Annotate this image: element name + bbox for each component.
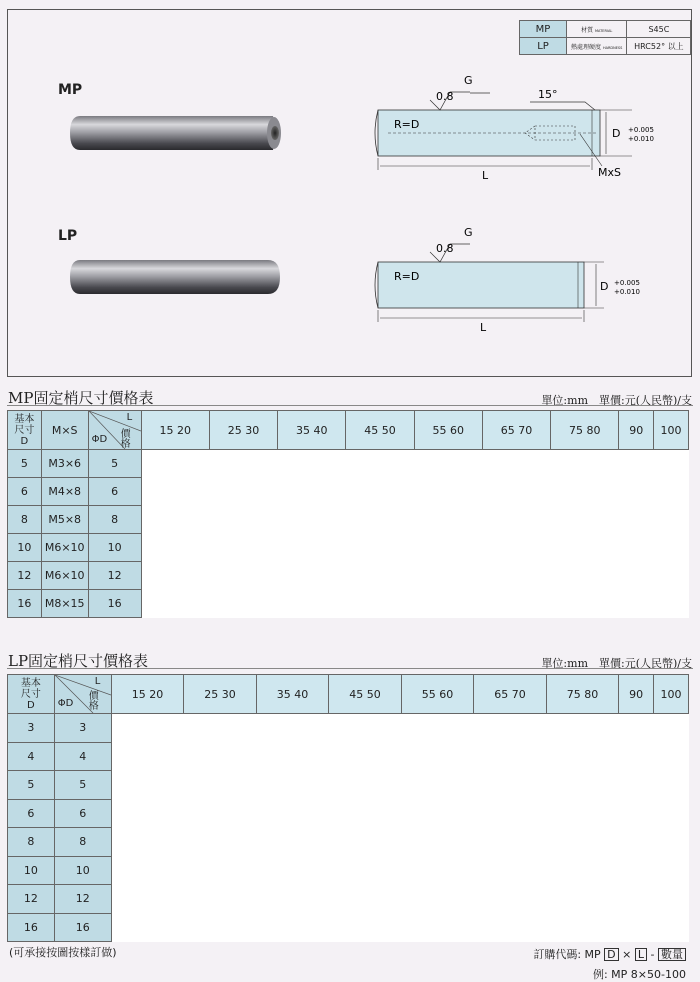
lp-pin-image — [68, 256, 290, 298]
phid-cell: 12 — [88, 562, 141, 590]
base-d-cell: 6 — [8, 478, 42, 506]
base-d-cell: 12 — [8, 562, 42, 590]
base-d-cell: 10 — [8, 856, 55, 885]
price-header-char: 價 — [120, 429, 131, 440]
lp-price-table — [7, 674, 689, 942]
price-header-label — [121, 430, 131, 450]
hardness-label-cn: 熱處理硬度 — [571, 43, 602, 51]
base-size-header-line: 尺寸 — [20, 688, 41, 700]
table-row — [8, 714, 689, 743]
lp-technical-drawing — [370, 222, 670, 337]
length-col-header: 90 — [619, 675, 654, 714]
length-col-header: 75 80 — [551, 411, 619, 450]
lp-radius-label: R=D — [394, 270, 420, 283]
order-example: 例: MP 8×50-100 — [592, 968, 686, 981]
material-label-en: MATERIAL — [595, 28, 613, 33]
mp-l-label: L — [482, 169, 489, 182]
base-d-cell: 16 — [8, 590, 42, 618]
ms-header: M×S — [41, 411, 88, 450]
hardness-label — [567, 38, 627, 55]
divider — [7, 668, 693, 669]
ms-cell: M6×10 — [41, 562, 88, 590]
base-size-header-line: 基本 — [20, 677, 41, 689]
base-size-header — [8, 411, 42, 450]
mp-table-title: MP固定梢尺寸價格表 — [8, 389, 154, 407]
ms-cell: M5×8 — [41, 506, 88, 534]
base-d-cell: 5 — [8, 771, 55, 800]
length-col-header: 55 60 — [401, 675, 474, 714]
base-size-header-line: D — [27, 699, 35, 711]
lp-roughness-label: 0.8 — [436, 242, 454, 255]
material-label-cn: 材質 — [581, 26, 594, 34]
ms-cell: M8×15 — [41, 590, 88, 618]
table-header-row — [8, 411, 689, 450]
diag-header-cell — [55, 675, 111, 713]
material-value: S45C — [627, 21, 691, 38]
mp-d-label: D — [612, 127, 621, 140]
mp-price-table — [7, 410, 689, 618]
ms-cell: M6×10 — [41, 534, 88, 562]
material-code: LP — [520, 38, 567, 55]
table-row — [8, 450, 689, 478]
phid-cell: 8 — [54, 828, 111, 857]
phid-cell: 16 — [54, 913, 111, 942]
material-label — [567, 21, 627, 38]
base-size-header-line: 基本 — [14, 413, 35, 425]
price-header-label — [89, 692, 99, 712]
phid-cell: 10 — [88, 534, 141, 562]
mp-roughness-label: 0.8 — [436, 90, 454, 103]
diag-header — [54, 675, 111, 714]
order-code-dash: - — [650, 948, 655, 961]
price-header-char: 格 — [88, 701, 99, 712]
phid-cell: 4 — [54, 742, 111, 771]
diag-header-cell — [89, 411, 141, 449]
length-col-header: 15 20 — [111, 675, 184, 714]
lp-tol-lower: +0.010 — [614, 288, 640, 296]
l-header-label: L — [126, 412, 133, 423]
price-header-char: 格 — [120, 439, 131, 450]
lp-table-unit: 單位:mm 單價:元(人民幣)/支 — [541, 657, 692, 670]
length-col-header: 65 70 — [474, 675, 547, 714]
base-size-header-line: D — [20, 435, 29, 447]
table-header-row — [8, 675, 689, 714]
phid-cell: 5 — [88, 450, 141, 478]
hardness-value: HRC52° 以上 — [627, 38, 691, 55]
length-col-header: 65 70 — [482, 411, 550, 450]
material-table — [519, 20, 691, 55]
price-header-char: 價 — [88, 691, 99, 702]
order-code-l-box: L — [635, 948, 647, 961]
lp-d-label: D — [600, 280, 609, 293]
mp-g-label: G — [464, 74, 473, 87]
mp-label: MP — [58, 82, 83, 98]
order-code — [533, 946, 686, 962]
mp-radius-label: R=D — [394, 118, 420, 131]
length-col-header: 55 60 — [414, 411, 482, 450]
phid-cell: 12 — [54, 885, 111, 914]
base-d-cell: 5 — [8, 450, 42, 478]
length-col-header: 100 — [654, 675, 689, 714]
phid-header-label: ΦD — [91, 434, 108, 445]
price-area — [141, 450, 688, 618]
phid-cell: 6 — [54, 799, 111, 828]
phid-header-label: ΦD — [57, 698, 74, 709]
base-d-cell: 6 — [8, 799, 55, 828]
phid-cell: 10 — [54, 856, 111, 885]
order-code-label: 訂購代碼: MP — [533, 948, 601, 961]
hardness-label-en: HARDNESS — [602, 45, 623, 50]
material-code: MP — [520, 21, 567, 38]
base-d-cell: 16 — [8, 913, 55, 942]
base-d-cell: 4 — [8, 742, 55, 771]
mp-table-unit: 單位:mm 單價:元(人民幣)/支 — [541, 394, 692, 407]
mp-pin-image — [68, 112, 290, 154]
length-col-header: 90 — [619, 411, 654, 450]
mp-tol-upper: +0.005 — [628, 126, 654, 134]
base-d-cell: 3 — [8, 714, 55, 743]
base-size-header-line: 尺寸 — [14, 424, 35, 436]
ms-cell: M3×6 — [41, 450, 88, 478]
material-row-lp — [520, 38, 691, 55]
lp-g-label: G — [464, 226, 473, 239]
base-d-cell: 12 — [8, 885, 55, 914]
base-d-cell: 8 — [8, 828, 55, 857]
length-col-header: 15 20 — [141, 411, 209, 450]
length-col-header: 45 50 — [329, 675, 402, 714]
length-col-header: 75 80 — [546, 675, 619, 714]
base-size-header — [8, 675, 55, 714]
phid-cell: 6 — [88, 478, 141, 506]
base-d-cell: 8 — [8, 506, 42, 534]
lp-tol-upper: +0.005 — [614, 279, 640, 287]
lp-l-label: L — [480, 321, 487, 334]
length-col-header: 100 — [654, 411, 689, 450]
mp-angle-label: 15° — [538, 88, 558, 101]
order-code-x: × — [622, 948, 632, 961]
diag-header — [88, 411, 141, 450]
length-col-header: 25 30 — [209, 411, 277, 450]
ms-cell: M4×8 — [41, 478, 88, 506]
divider — [7, 405, 693, 406]
l-header-label: L — [94, 676, 101, 687]
price-area — [111, 714, 688, 942]
phid-cell: 3 — [54, 714, 111, 743]
mp-thread-label: MxS — [598, 166, 621, 179]
custom-order-note: (可承接按圖按樣訂做) — [9, 946, 117, 959]
material-row-mp — [520, 21, 691, 38]
order-code-qty-box: 數量 — [658, 948, 686, 961]
base-d-cell: 10 — [8, 534, 42, 562]
order-code-d-box: D — [604, 948, 618, 961]
lp-label: LP — [58, 228, 78, 244]
lp-table-title: LP固定梢尺寸價格表 — [8, 652, 149, 670]
mp-tol-lower: +0.010 — [628, 135, 654, 143]
length-col-header: 35 40 — [278, 411, 346, 450]
phid-cell: 8 — [88, 506, 141, 534]
phid-cell: 5 — [54, 771, 111, 800]
mp-technical-drawing — [370, 70, 670, 185]
length-col-header: 45 50 — [346, 411, 414, 450]
length-col-header: 25 30 — [184, 675, 257, 714]
length-col-header: 35 40 — [256, 675, 329, 714]
phid-cell: 16 — [88, 590, 141, 618]
